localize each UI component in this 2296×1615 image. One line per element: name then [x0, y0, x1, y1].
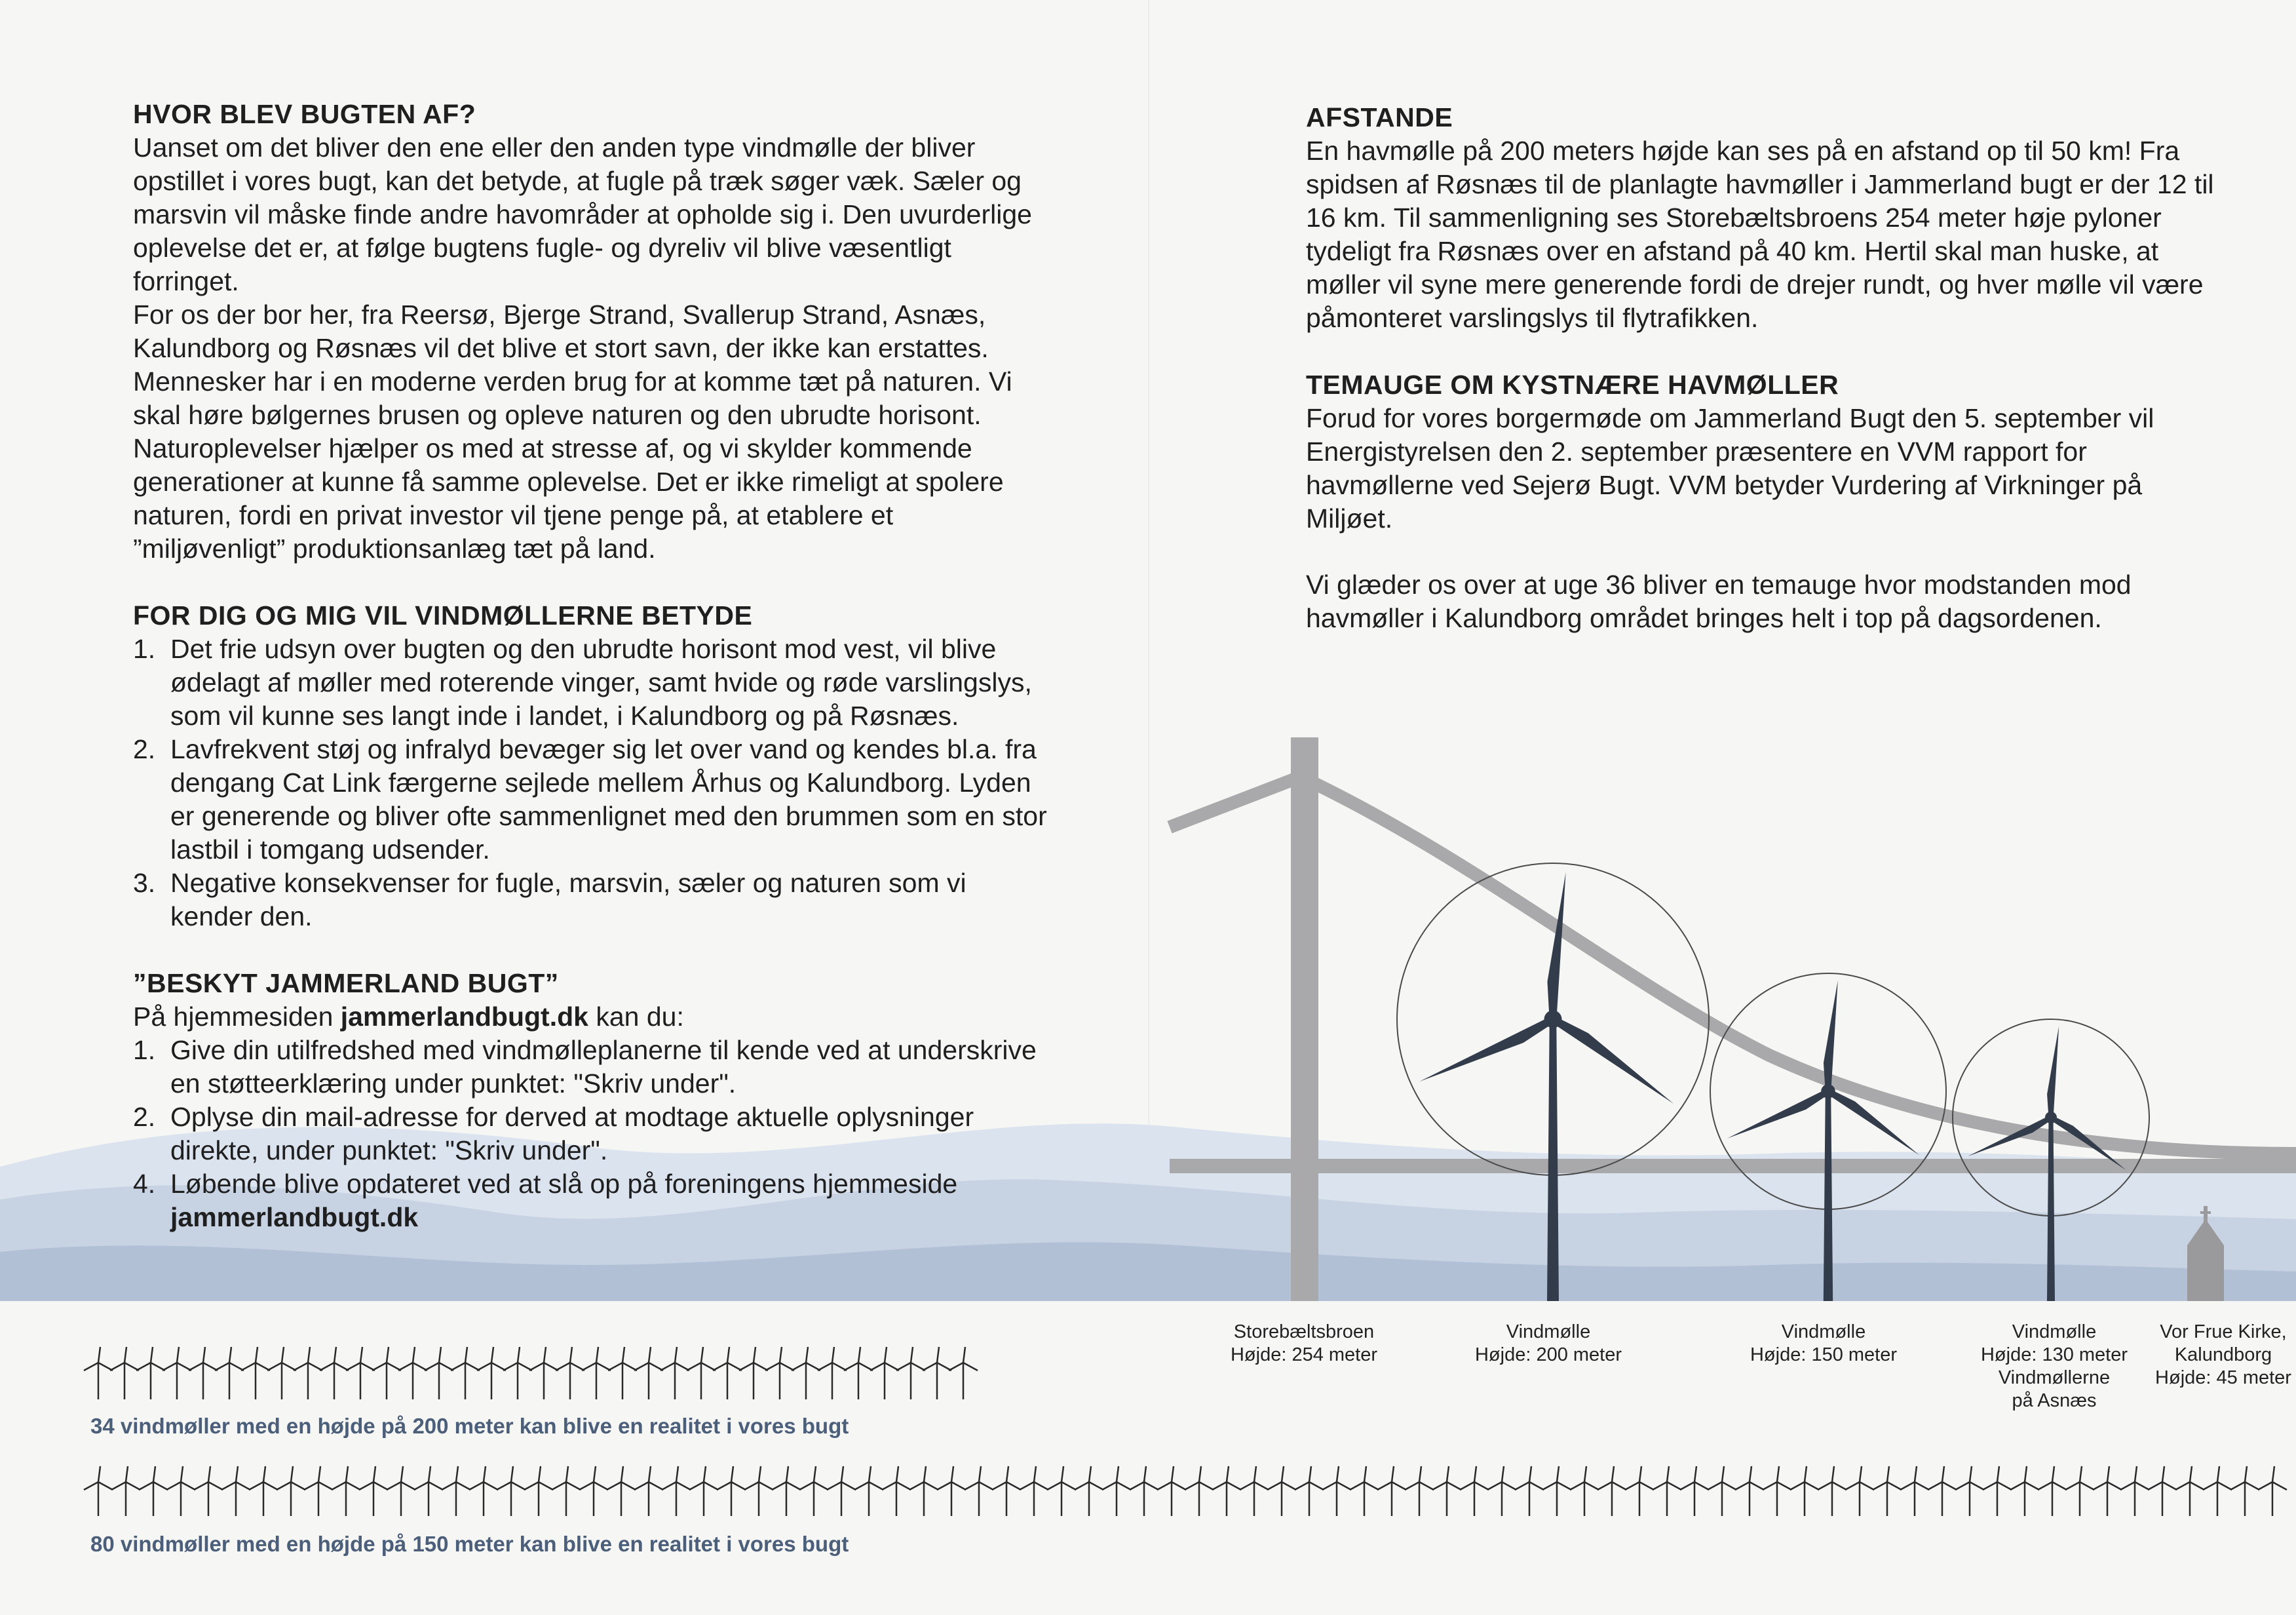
- left-column: [133, 97, 1050, 1234]
- website-link-footer[interactable]: jammerlandbugt.dk: [170, 1202, 419, 1232]
- caption-church: Vor Frue Kirke, Kalundborg Højde: 45 meter: [2155, 1321, 2291, 1388]
- list-item: 4. Løbende blive opdateret ved at slå op på foreningens hjemmeside jammerlandbugt.dk: [133, 1169, 958, 1232]
- impact-list: [133, 632, 1050, 933]
- caption-turbine-130: Vindmølle Højde: 130 meter Vindmøllerne på Asnæs: [1980, 1321, 2128, 1411]
- list-item: 3. Negative konsekvenser for fugle, marsvin, sæler og naturen som vi kender den.: [133, 868, 966, 931]
- paragraph-bay-2: For os der bor her, fra Reersø, Bjerge Strand, Svallerup Strand, Asnæs, Kalundborg og Røsnæs vil det blive et stort savn, der ikke kan erstattes. Mennesker har i en moderne verden brug for at komme tæt på naturen. Vi skal høre bølgernes brusen og opleve naturen og den ubrudte horisont. Naturoplevelser hjælper os med at stresse af, og vi skylder kommende generationer at kunne få samme oplevelse. Det er ikke rimeligt at spolere naturen, fordi en privat investor vil tjene penge på, at etablere et ”miljøvenligt” produktionsanlæg tæt på land.: [133, 300, 1012, 564]
- turbine-row-2-caption: 80 vindmøller med en højde på 150 meter kan blive en realitet i vores bugt: [90, 1532, 849, 1556]
- protect-intro: På hjemmesiden jammerlandbugt.dk kan du:: [133, 1002, 684, 1032]
- list-item: 2. Oplyse din mail-adresse for derved at modtage aktuelle oplysninger direkte, under punktet: "Skriv under".: [133, 1102, 974, 1165]
- website-link[interactable]: jammerlandbugt.dk: [340, 1002, 588, 1032]
- turbine-row-1-caption: 34 vindmøller med en højde på 200 meter kan blive en realitet i vores bugt: [90, 1414, 849, 1438]
- section-title-bay: HVOR BLEV BUGTEN AF?: [133, 99, 476, 129]
- list-item: 1. Give din utilfredshed med vindmølleplanerne til kende ved at underskrive en støtteerklæring under punktet: "Skriv under".: [133, 1035, 1037, 1099]
- caption-turbine-150: Vindmølle Højde: 150 meter: [1750, 1321, 1898, 1365]
- protect-list: [133, 1034, 1050, 1234]
- paragraph-theme-week-2: Vi glæder os over at uge 36 bliver en temauge hvor modstanden mod havmøller i Kalundborg området bringes helt i top på dagsordenen.: [1306, 570, 2132, 633]
- paragraph-bay-1: Uanset om det bliver den ene eller den anden type vindmølle der bliver opstillet i vores bugt, kan det betyde, at fugle på træk søger væk. Sæler og marsvin vil måske finde andre havområder at opholde sig i. Den uvurderlige oplevelse det er, at følge bugtens fugle- og dyreliv vil blive væsentligt forringet.: [133, 132, 1032, 296]
- list-item: 2. Lavfrekvent støj og infralyd bevæger sig let over vand og kendes bl.a. fra dengang Cat Link færgerne sejlede mellem Århus og Kalundborg. Lyden er generende og bliver ofte sammenlignet med den brummen som en stor lastbil i tomgang udsender.: [133, 734, 1047, 865]
- right-column: [1306, 100, 2223, 635]
- section-title-protect: ”BESKYT JAMMERLAND BUGT”: [133, 968, 559, 998]
- section-title-theme-week: TEMAUGE OM KYSTNÆRE HAVMØLLER: [1306, 370, 1839, 400]
- section-title-distances: AFSTANDE: [1306, 102, 1453, 132]
- caption-turbine-200: Vindmølle Højde: 200 meter: [1474, 1321, 1622, 1365]
- caption-bridge: Storebæltsbroen Højde: 254 meter: [1230, 1321, 1378, 1365]
- paragraph-theme-week-1: Forud for vores borgermøde om Jammerland Bugt den 5. september vil Energistyrelsen den 2. september præsentere en VVM rapport for havmøllerne ved Sejerø Bugt. VVM betyder Vurdering af Virkninger på Miljøet.: [1306, 403, 2154, 534]
- list-item: 1. Det frie udsyn over bugten og den ubrudte horisont mod vest, vil blive ødelagt af møller med roterende vinger, samt hvide og røde varslingslys, som vil kunne ses langt inde i landet, i Kalundborg og på Røsnæs.: [133, 634, 1032, 731]
- section-title-impact: FOR DIG OG MIG VIL VINDMØLLERNE BETYDE: [133, 600, 753, 631]
- paragraph-distances: En havmølle på 200 meters højde kan ses på en afstand op til 50 km! Fra spidsen af Røsnæs til de planlagte havmøller i Jammerland bugt er der 12 til 16 km. Til sammenligning ses Storebæltsbroens 254 meter høje pyloner tydeligt fra Røsnæs over en afstand på 40 km. Hertil skal man huske, at møller vil syne mere generende fordi de drejer rundt, og hver mølle vil være påmonteret varslingslys til flytrafikken.: [1306, 136, 2214, 333]
